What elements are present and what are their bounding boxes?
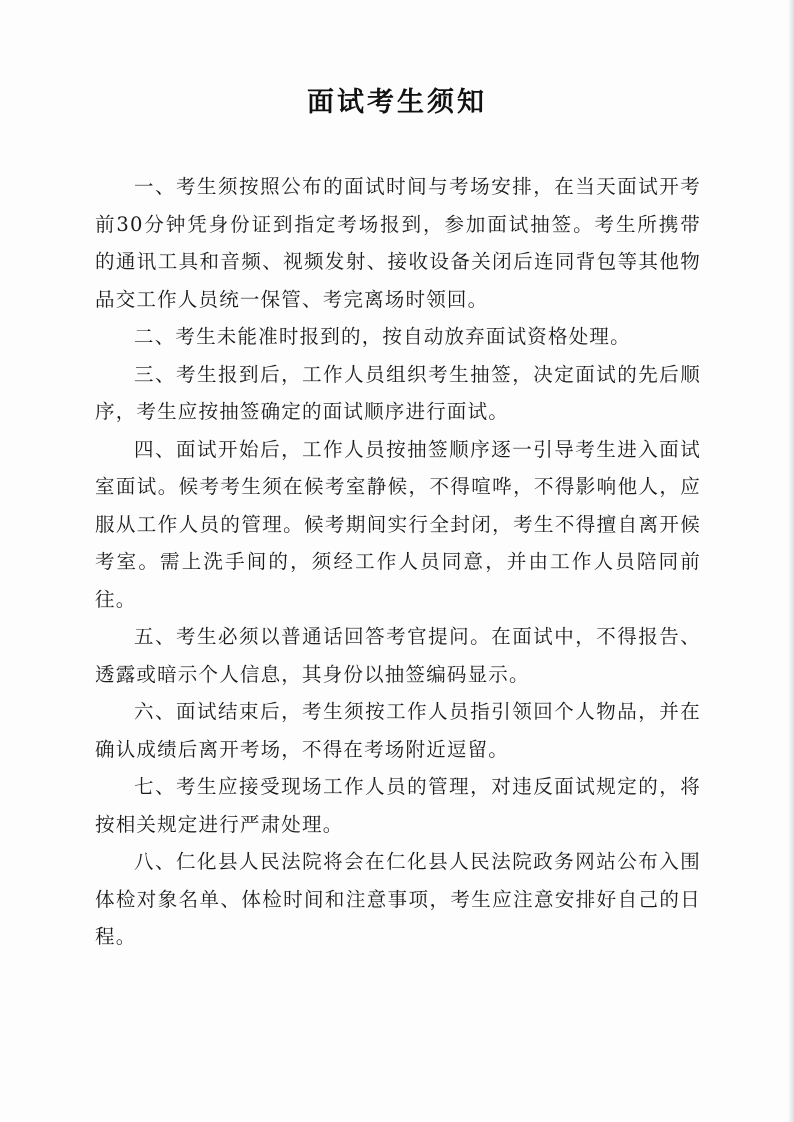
document-body: [95, 168, 701, 956]
document-title: 面试考生须知: [307, 87, 487, 118]
paragraph-5: 五、考生必须以普通话回答考官提问。在面试中，不得报告、透露或暗示个人信息，其身份以抽签编码显示。: [95, 625, 701, 686]
paragraph-6: 六、面试结束后，考生须按工作人员指引领回个人物品，并在确认成绩后离开考场，不得在考场附近逗留。: [95, 700, 701, 761]
paragraph-2: 二、考生未能准时报到的，按自动放弃面试资格处理。: [134, 325, 631, 348]
paragraph-3: 三、考生报到后，工作人员组织考生抽签，决定面试的先后顺序，考生应按抽签确定的面试顺序进行面试。: [95, 362, 701, 423]
paragraph-8: 八、仁化县人民法院将会在仁化县人民法院政务网站公布入围体检对象名单、体检时间和注意事项，考生应注意安排好自己的日程。: [95, 850, 701, 948]
paragraph-7: 七、考生应接受现场工作人员的管理，对违反面试规定的，将按相关规定进行严肃处理。: [95, 775, 701, 836]
paragraph-4: 四、面试开始后，工作人员按抽签顺序逐一引导考生进入面试室面试。候考考生须在候考室静候，不得喧哗，不得影响他人，应服从工作人员的管理。候考期间实行全封闭，考生不得擅自离开候考室。需上洗手间的，须经工作人员同意，并由工作人员陪同前往。: [95, 437, 701, 611]
scan-edge-shadow: [788, 0, 794, 1122]
paragraph-1: 一、考生须按照公布的面试时间与考场安排，在当天面试开考前30分钟凭身份证到指定考场报到，参加面试抽签。考生所携带的通讯工具和音频、视频发射、接收设备关闭后连同背包等其他物品交工作人员统一保管、考完离场时领回。: [95, 175, 701, 311]
